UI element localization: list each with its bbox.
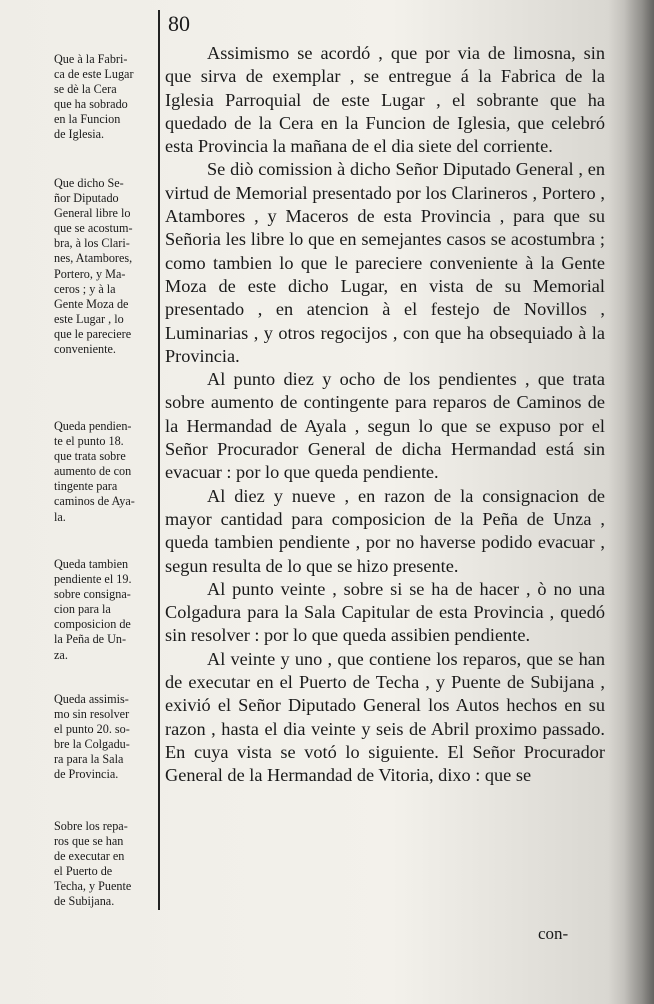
marginal-note-diputado: Que dicho Se- ñor Diputado General libre lo que se acostum- bra, à los Clari- nes, Atambores, Portero, y Ma- ceros ; y à la Gente Moza de este Lugar , lo que le pareciere conveniente. [54, 176, 133, 357]
paragraph-punto-18: Al punto diez y ocho de los pendientes , que trata sobre aumento de contingente para reparos de Caminos de la Hermandad de Ayala , segun lo que se expuso por el Señor Procurador General de dicha Hermandad está sin evacuar : por lo que queda pendiente. [165, 369, 605, 483]
marginal-note-punto-20: Queda assimis- mo sin resolver el punto 20. so- bre la Colgadu- ra para la Sala de Provincia. [54, 692, 130, 782]
marginal-note-reparos: Sobre los repa- ros que se han de executar en el Puerto de Techa, y Puente de Subijana. [54, 819, 132, 909]
margin-rule [158, 10, 160, 910]
marginal-note-punto-18: Queda pendien- te el punto 18. que trata sobre aumento de con tingente para caminos de Aya- la. [54, 419, 135, 524]
paragraph-comission: Se diò comission à dicho Señor Diputado General , en virtud de Memorial presentado por los Clarineros , Portero , Atambores , y Maceros de esta Provincia , para que su Señoria les libre lo que en semejantes casos se acostumbra ; como tambien lo que le pareciere conveniente à la Gente Moza de este dicho Lugar, en vista de su Memorial presentado , en atencion à el festejo de Novillos , Luminarias , y otros regocijos , con que ha obsequiado à la Provincia. [165, 159, 605, 366]
paragraph-punto-19: Al diez y nueve , en razon de la consignacion de mayor cantidad para composicion de la Peña de Unza , queda tambien pendiente , por no haverse podido evacuar , segun resulta de lo que se hizo presente. [165, 485, 605, 576]
page-edge-shadow [624, 0, 654, 1004]
page-number: 80 [168, 11, 190, 36]
main-text [165, 42, 605, 788]
paragraph-cera: Assimismo se acordó , que por via de limosna, sin que sirva de exemplar , se entregue á la Fabrica de la Iglesia Parroquial de este Lugar , el sobrante que ha quedado de la Cera en la Funcion de Iglesia, que celebró esta Provincia la mañana de el dia siete del corriente. [165, 43, 605, 157]
marginal-note-cera: Que à la Fabri- ca de este Lugar se dè la Cera que ha sobrado en la Funcion de Iglesia. [54, 52, 134, 142]
catchword: con- [538, 924, 569, 943]
marginal-note-punto-19: Queda tambien pendiente el 19. sobre consigna- cion para la composicion de la Peña de Un- za. [54, 557, 132, 662]
paragraph-punto-21: Al veinte y uno , que contiene los reparos, que se han de executar en el Puerto de Techa , y Puente de Subijana , exivió el Señor Diputado General los Autos hechos en su razon , hasta el dia veinte y seis de Abril proximo passado. En cuya vista se votó lo siguiente. El Señor Procurador General de la Hermandad de Vitoria, dixo : que se [165, 648, 605, 786]
paragraph-punto-20: Al punto veinte , sobre si se ha de hacer , ò no una Colgadura para la Sala Capitular de esta Provincia , quedó sin resolver : por lo que queda assibien pendiente. [165, 578, 605, 646]
